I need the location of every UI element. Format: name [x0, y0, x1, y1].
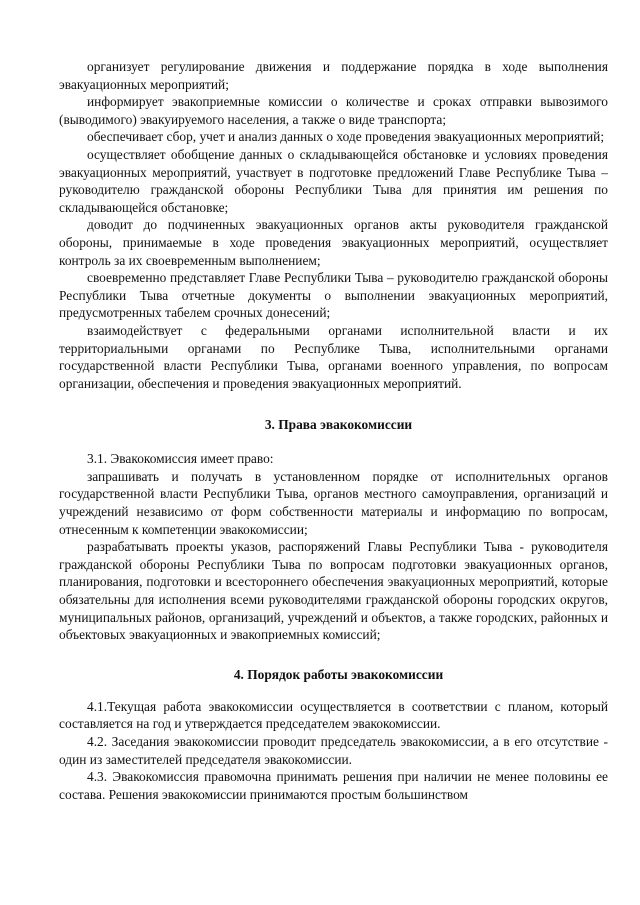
paragraph-traffic: организует регулирование движения и поддержание порядка в ходе выполнения эвакуационных мероприятий; — [59, 59, 608, 92]
paragraph-inform: информирует эвакоприемные комиссии о количестве и сроках отправки вывозимого (выводимого) эвакуируемого населения, а также о виде транспорта; — [59, 94, 608, 127]
paragraph-draft-decrees: разрабатывать проекты указов, распоряжений Главы Республики Тыва - руководителя гражданской обороны Республики Тыва по вопросам подготовки эвакуационных органов, планирования, подготовки и всестороннего обеспечения эвакуационных мероприятий, которые обязательны для исполнения всеми руководителями гражданской обороны городских округов, муниципальных районов, организаций, учреждений и объектов, а также городских, районных и объектовых эвакуационных и эвакоприемных комиссий; — [59, 539, 608, 643]
section-3-heading: 3. Права эвакокомиссии — [264, 417, 413, 433]
paragraph-interaction: взаимодействует с федеральными органами исполнительной власти и их территориальными органами по Республике Тыва, исполнительными органами государственной власти Республики Тыва, органами военного управления, по вопросам организации, обеспечения и проведения эвакуационных мероприятий. — [59, 322, 608, 391]
paragraph-request-info: запрашивать и получать в установленном порядке от исполнительных органов государственной власти Республики Тыва, органов местного самоуправления, организаций и учреждений независимо от форм собственности материалы и информацию по вопросам, отнесенным к компетенции эвакокомиссии; — [59, 468, 608, 537]
paragraph-4-2: 4.2. Заседания эвакокомиссии проводит председатель эвакокомиссии, а в его отсутствие - один из заместителей председателя эвакокомиссии. — [59, 734, 608, 767]
section-4-heading: 4. Порядок работы эвакокомиссии — [233, 666, 444, 682]
paragraph-reports: своевременно представляет Главе Республики Тыва – руководителю гражданской обороны Республики Тыва отчетные документы о выполнении эвакуационных мероприятий, предусмотренных табелем срочных донесений; — [59, 270, 608, 321]
paragraph-acts: доводит до подчиненных эвакуационных органов акты руководителя гражданской обороны, принимаемые в ходе проведения эвакуационных мероприятий, осуществляет контроль за их своевременным выполнением; — [59, 217, 608, 268]
paragraph-4-3: 4.3. Эвакокомиссия правомочна принимать решения при наличии не менее половины ее состава. Решения эвакокомиссии принимаются простым большинством — [59, 769, 608, 802]
paragraph-3-1-intro: 3.1. Эвакокомиссия имеет право: — [87, 451, 274, 467]
paragraph-generalization: осуществляет обобщение данных о складывающейся обстановке и условиях проведения эвакуационных мероприятий, участвует в подготовке предложений Главе Республике Тыва – руководителю гражданской обороны Республики Тыва для принятия им решения по складывающейся обстановке; — [59, 146, 608, 215]
paragraph-data-collection: обеспечивает сбор, учет и анализ данных о ходе проведения эвакуационных мероприятий; — [87, 129, 605, 145]
document-body — [59, 58, 608, 803]
paragraph-4-1: 4.1.Текущая работа эвакокомиссии осуществляется в соответствии с планом, который составляется на год и утверждается председателем эвакокомиссии. — [59, 698, 608, 732]
